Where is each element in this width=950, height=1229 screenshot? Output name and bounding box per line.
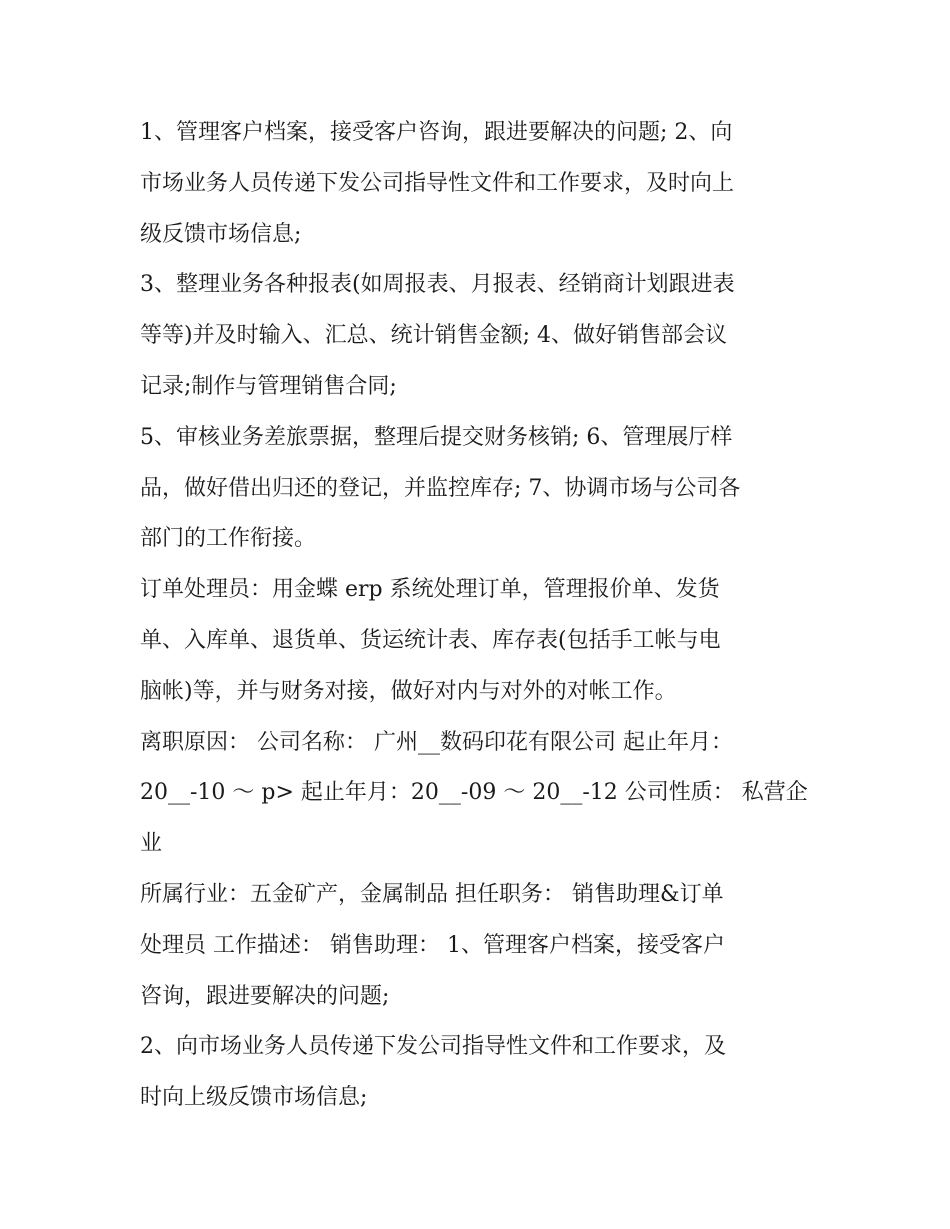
text-line: 等等)并及时输入、汇总、统计销售金额; 4、做好销售部会议	[140, 323, 727, 349]
text-line: 级反馈市场信息;	[140, 221, 302, 247]
paragraph-company-info	[140, 718, 820, 870]
text-line: 市场业务人员传递下发公司指导性文件和工作要求，及时向上	[140, 170, 735, 196]
text-line: 2、向市场业务人员传递下发公司指导性文件和工作要求，及	[140, 1034, 726, 1060]
text-line: 5、审核业务差旅票据，整理后提交财务核销; 6、管理展厅样	[140, 424, 733, 450]
text-line: 处理员 工作描述： 销售助理： 1、管理客户档案，接受客户	[140, 932, 725, 958]
paragraph-duties-5-7	[140, 413, 820, 565]
paragraph-industry-position	[140, 870, 820, 1022]
text-line: 脑帐)等，并与财务对接，做好对内与对外的对帐工作。	[140, 678, 677, 704]
text-line: 订单处理员：用金蝶 erp 系统处理订单，管理报价单、发货	[140, 577, 720, 603]
text-line: 20__-10 ～ p> 起止年月：20__-09 ～ 20__-12 公司性质： 私营企	[140, 780, 808, 806]
text-line: 咨询，跟进要解决的问题;	[140, 983, 390, 1009]
text-line: 所属行业：五金矿产，金属制品 担任职务： 销售助理&订单	[140, 881, 724, 907]
text-line: 时向上级反馈市场信息;	[140, 1085, 368, 1111]
paragraph-duty-2	[140, 1022, 820, 1124]
paragraph-duties-3-4	[140, 260, 820, 412]
document-body	[140, 108, 820, 1124]
text-line: 1、管理客户档案，接受客户咨询，跟进要解决的问题; 2、向	[140, 120, 733, 145]
paragraph-order-processor	[140, 565, 820, 717]
text-line: 业	[140, 831, 163, 857]
text-line: 记录;制作与管理销售合同;	[140, 373, 397, 399]
paragraph-duties-1-2	[140, 108, 820, 260]
text-line: 品，做好借出归还的登记，并监控库存; 7、协调市场与公司各	[140, 475, 741, 501]
text-line: 单、入库单、退货单、货运统计表、库存表(包括手工帐与电	[140, 627, 721, 653]
text-line: 部门的工作衔接。	[140, 526, 317, 552]
text-line: 3、整理业务各种报表(如周报表、月报表、经销商计划跟进表	[140, 272, 735, 298]
text-line: 离职原因： 公司名称： 广州__数码印花有限公司 起止年月：	[140, 729, 733, 755]
